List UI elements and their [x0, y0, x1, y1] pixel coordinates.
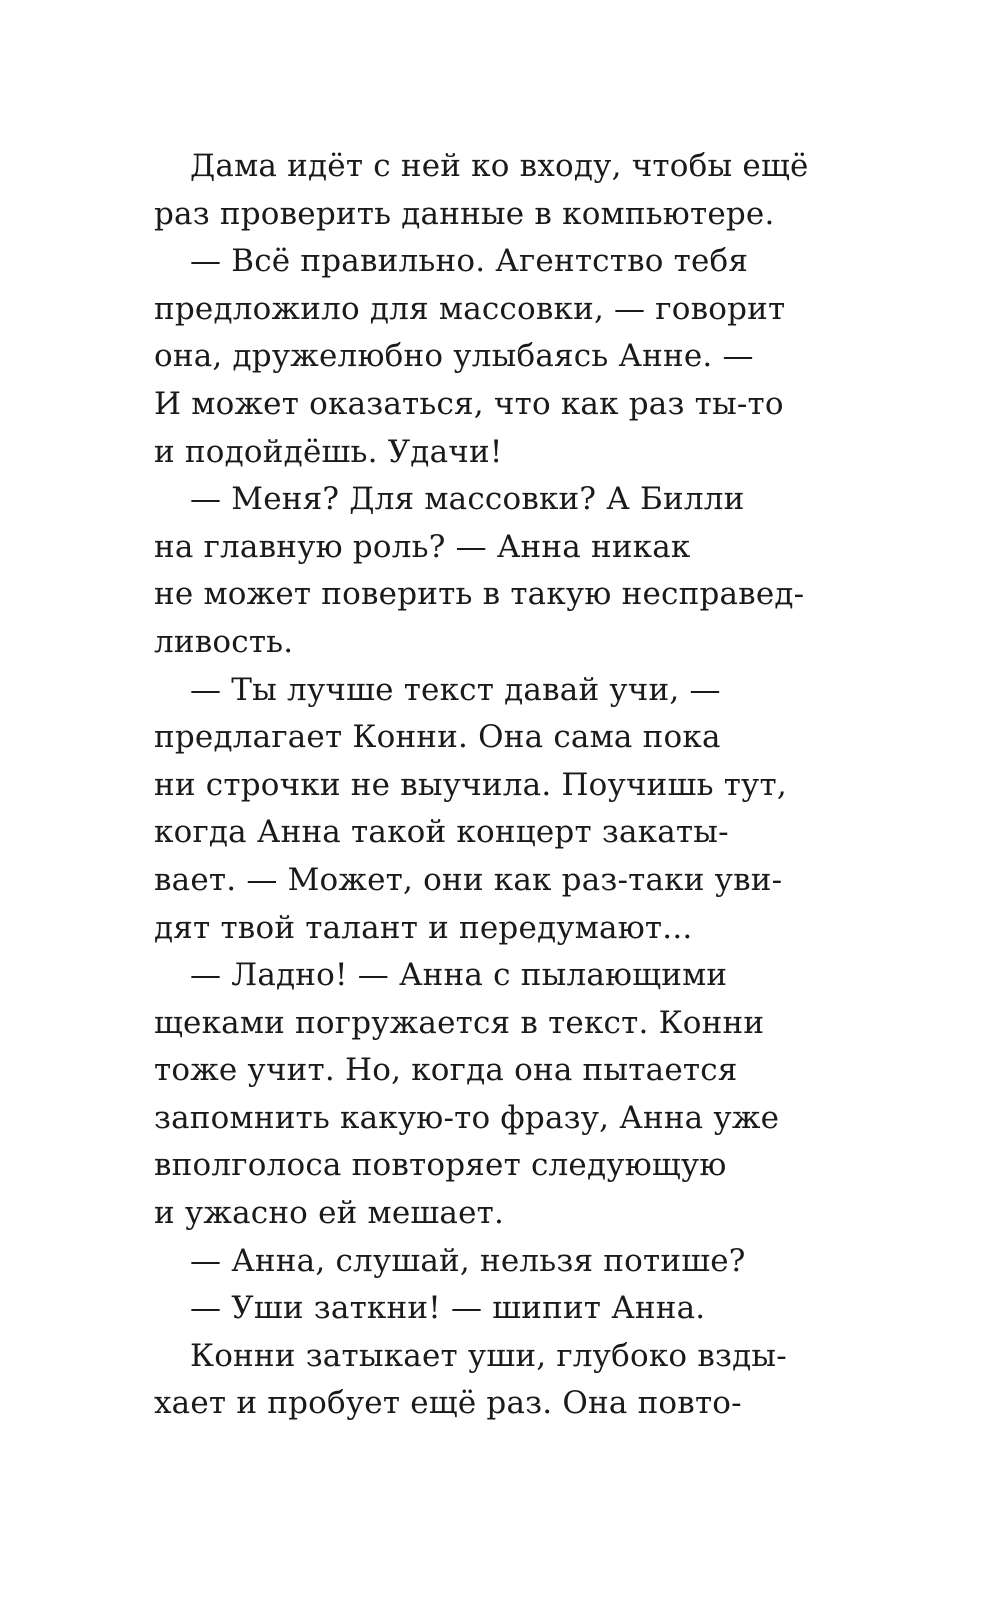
- text-line: вполголоса повторяет следующую: [154, 1147, 727, 1184]
- text-line: запомнить какую-то фразу, Анна уже: [154, 1099, 780, 1136]
- text-line: предложило для массовки, — говорит: [154, 290, 786, 327]
- text-line: предлагает Конни. Она сама пока: [154, 719, 721, 756]
- text-line: вает. — Может, они как раз-таки уви-: [154, 861, 783, 898]
- text-line: не может поверить в такую несправед-: [154, 576, 805, 613]
- text-line: и ужасно ей мешает.: [154, 1195, 505, 1232]
- text-line: — Ладно! — Анна с пылающими: [190, 957, 728, 994]
- text-line: Дама идёт с ней ко входу, чтобы ещё: [190, 148, 809, 184]
- text-line: щеками погружается в текст. Конни: [154, 1004, 765, 1041]
- text-line: на главную роль? — Анна никак: [154, 528, 691, 565]
- text-line: и подойдёшь. Удачи!: [154, 433, 503, 470]
- text-line: она, дружелюбно улыбаясь Анне. —: [154, 338, 754, 375]
- text-line: И может оказаться, что как раз ты-то: [154, 385, 784, 422]
- text-line: — Меня? Для массовки? А Билли: [190, 481, 745, 518]
- text-line: — Всё правильно. Агентство тебя: [190, 243, 749, 280]
- text-line: тоже учит. Но, когда она пытается: [154, 1052, 738, 1089]
- text-line: ливость.: [154, 623, 294, 660]
- text-line: дят твой талант и передумают...: [154, 909, 693, 946]
- text-line: когда Анна такой концерт закаты-: [154, 814, 729, 851]
- text-line: — Анна, слушай, нельзя потише?: [190, 1242, 746, 1279]
- text-line: раз проверить данные в компьютере.: [154, 195, 775, 232]
- text-line: Конни затыкает уши, глубоко взды-: [190, 1337, 787, 1374]
- text-line: хает и пробует ещё раз. Она повто-: [154, 1385, 742, 1422]
- text-line: — Ты лучше текст давай учи, —: [190, 671, 721, 708]
- text-line: — Уши заткни! — шипит Анна.: [190, 1290, 706, 1327]
- text-line: ни строчки не выучила. Поучишь тут,: [154, 766, 787, 803]
- page-text: [154, 143, 874, 1428]
